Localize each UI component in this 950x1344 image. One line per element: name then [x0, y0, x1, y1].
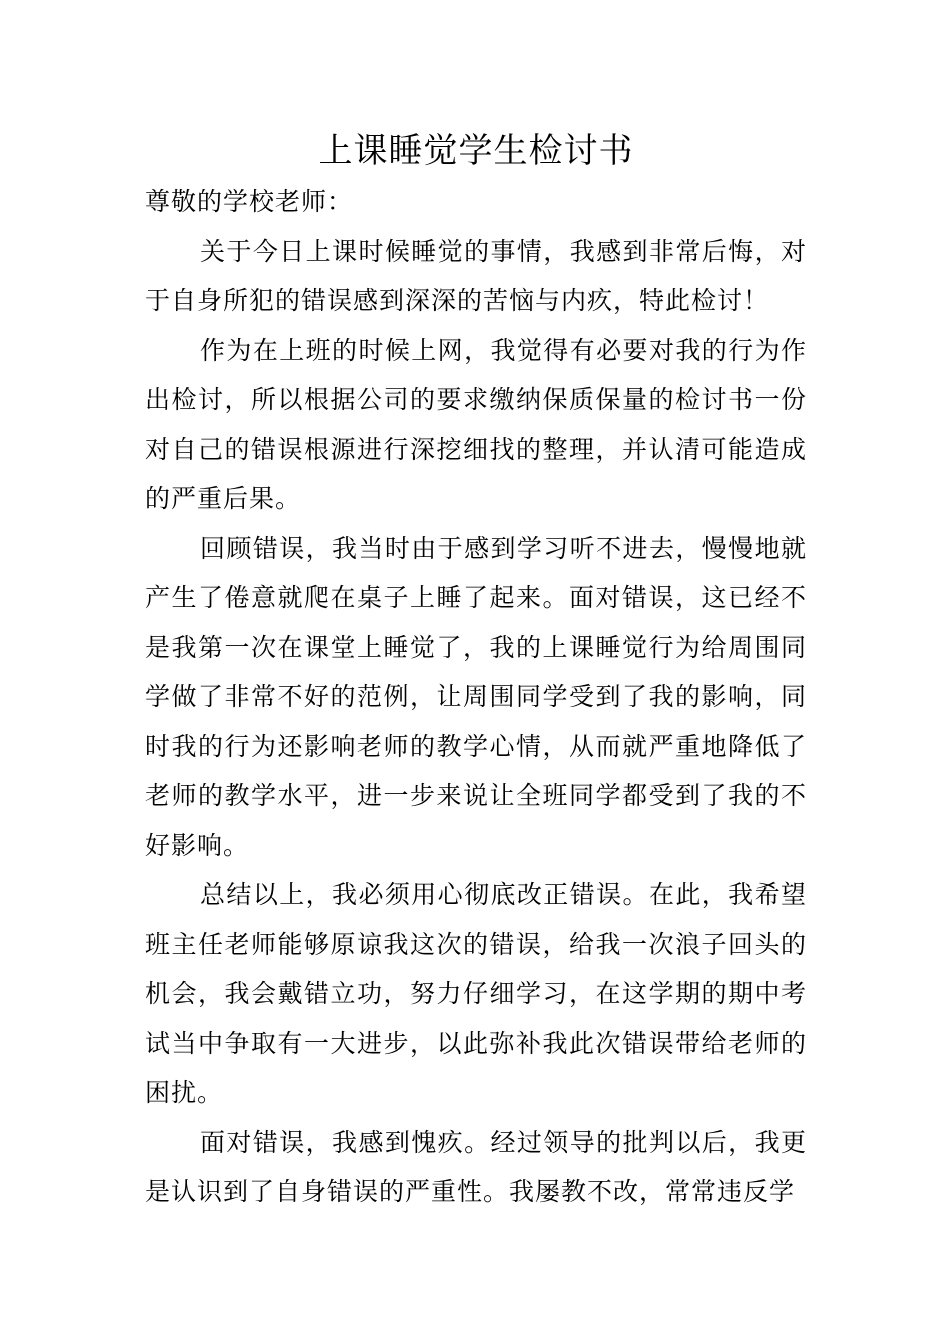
paragraph: 关于今日上课时候睡觉的事情，我感到非常后悔，对于自身所犯的错误感到深深的苦恼与内疚，特此检讨！ [145, 236, 807, 315]
document-body [145, 125, 807, 1217]
paragraph: 面对错误，我感到愧疚。经过领导的批判以后，我更是认识到了自身错误的严重性。我屡教不改，常常违反学 [145, 1127, 807, 1206]
paragraph: 回顾错误，我当时由于感到学习听不进去，慢慢地就产生了倦意就爬在桌子上睡了起来。面对错误，这已经不是我第一次在课堂上睡觉了，我的上课睡觉行为给周围同学做了非常不好的范例，让周围同学受到了我的影响，同时我的行为还影响老师的教学心情，从而就严重地降低了老师的教学水平，进一步来说让全班同学都受到了我的不好影响。 [145, 533, 807, 860]
document-title: 上课睡觉学生检讨书 [318, 131, 634, 171]
paragraph: 作为在上班的时候上网，我觉得有必要对我的行为作出检讨，所以根据公司的要求缴纳保质保量的检讨书一份对自己的错误根源进行深挖细找的整理，并认清可能造成的严重后果。 [145, 335, 807, 513]
salutation: 尊敬的学校老师： [145, 187, 354, 216]
paragraph: 总结以上，我必须用心彻底改正错误。在此，我希望班主任老师能够原谅我这次的错误，给我一次浪子回头的机会，我会戴错立功，努力仔细学习，在这学期的期中考试当中争取有一大进步，以此弥补我此次错误带给老师的困扰。 [145, 880, 807, 1107]
